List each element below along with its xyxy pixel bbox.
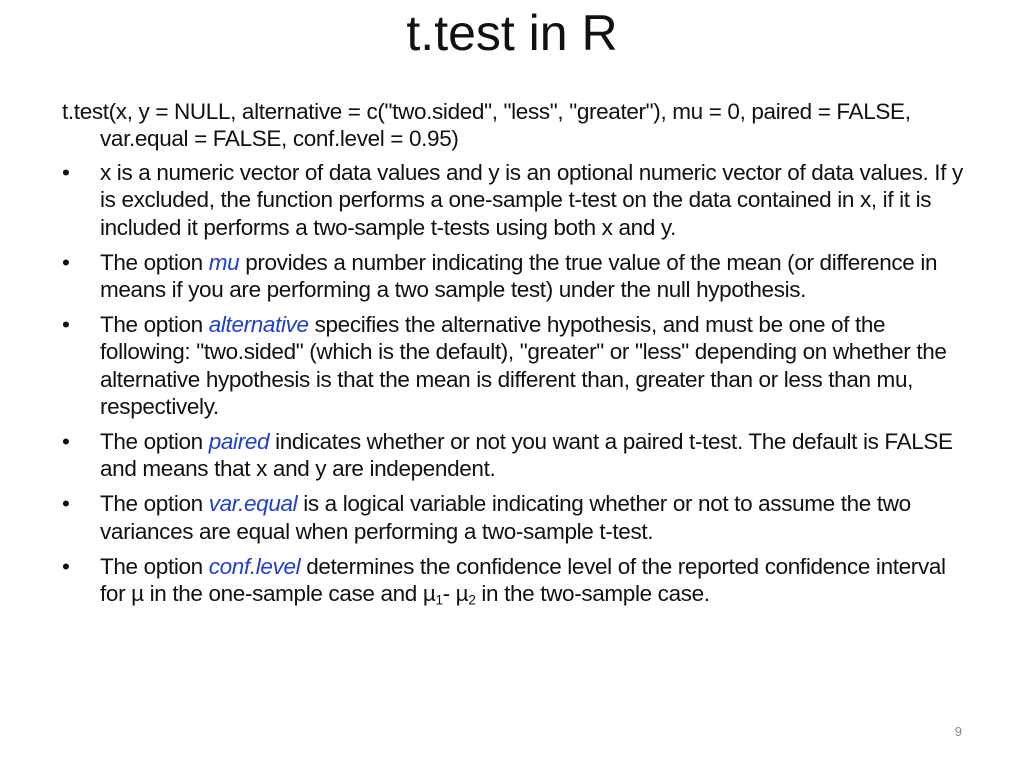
- bullet-prefix: The option: [100, 491, 209, 517]
- bullet-text: x is a numeric vector of data values and y is an optional numeric vector of data values. If y is excluded, the function performs a one-sample t-test on the data contained in x, if it is included it performs a two-sample t-tests using both x and y.: [100, 159, 963, 240]
- bullet-var-equal: [62, 490, 972, 545]
- bullet-prefix: The option: [100, 311, 209, 337]
- bullet-paired: [62, 428, 972, 483]
- bullet-prefix: The option: [100, 553, 209, 579]
- bullet-dot-icon: •: [62, 553, 70, 579]
- bullet-prefix: The option: [100, 249, 209, 275]
- bullet-list: [62, 159, 972, 608]
- bullet-conf-level: [62, 553, 972, 608]
- page-number: 9: [954, 724, 962, 739]
- slide-title: t.test in R: [406, 5, 618, 61]
- bullet-mu: [62, 249, 972, 304]
- keyword-alternative: alternative: [208, 311, 309, 337]
- bullet-dot-icon: •: [62, 311, 70, 337]
- bullet-dot-icon: •: [62, 159, 70, 185]
- bullet-text: is a logical variable indicating whether or not to assume the two variances are equal when performing a two-sample t-test.: [100, 491, 911, 544]
- bullet-text: in the two-sample case.: [475, 581, 710, 606]
- bullet-text: determines the confidence level of the reported confidence interval for µ in the one-sample case and µ: [100, 553, 946, 606]
- keyword-mu: mu: [208, 249, 240, 275]
- keyword-paired: paired: [208, 428, 270, 454]
- bullet-text: provides a number indicating the true value of the mean (or difference in means if you are performing a two sample test) under the null hypothesis.: [100, 249, 938, 302]
- bullet-dot-icon: •: [62, 428, 70, 454]
- usage-signature: t.test(x, y = NULL, alternative = c("two.sided", "less", "greater"), mu = 0, paired = FALSE, var.equal = FALSE, conf.level = 0.95): [62, 99, 911, 152]
- keyword-conf-level: conf.level: [208, 553, 301, 579]
- bullet-text: indicates whether or not you want a paired t-test. The default is FALSE and means that x and y are independent.: [100, 428, 953, 482]
- keyword-var-equal: var.equal: [208, 491, 298, 517]
- subscript-1: 1: [435, 592, 443, 608]
- bullet-prefix: The option: [100, 428, 209, 454]
- bullet-dot-icon: •: [62, 491, 70, 517]
- bullet-text: specifies the alternative hypothesis, and must be one of the following: "two.sided" (which is the default), "greater" or "less" depending on whether the alternative hypothesis is that the mean is different than, greater than or less than mu, respectively.: [100, 311, 947, 420]
- slide-content: [62, 98, 972, 615]
- bullet-text: - µ: [442, 581, 469, 606]
- subscript-2: 2: [468, 592, 476, 608]
- bullet-x-y-description: [62, 159, 972, 241]
- bullet-alternative: [62, 311, 972, 421]
- bullet-dot-icon: •: [62, 249, 70, 275]
